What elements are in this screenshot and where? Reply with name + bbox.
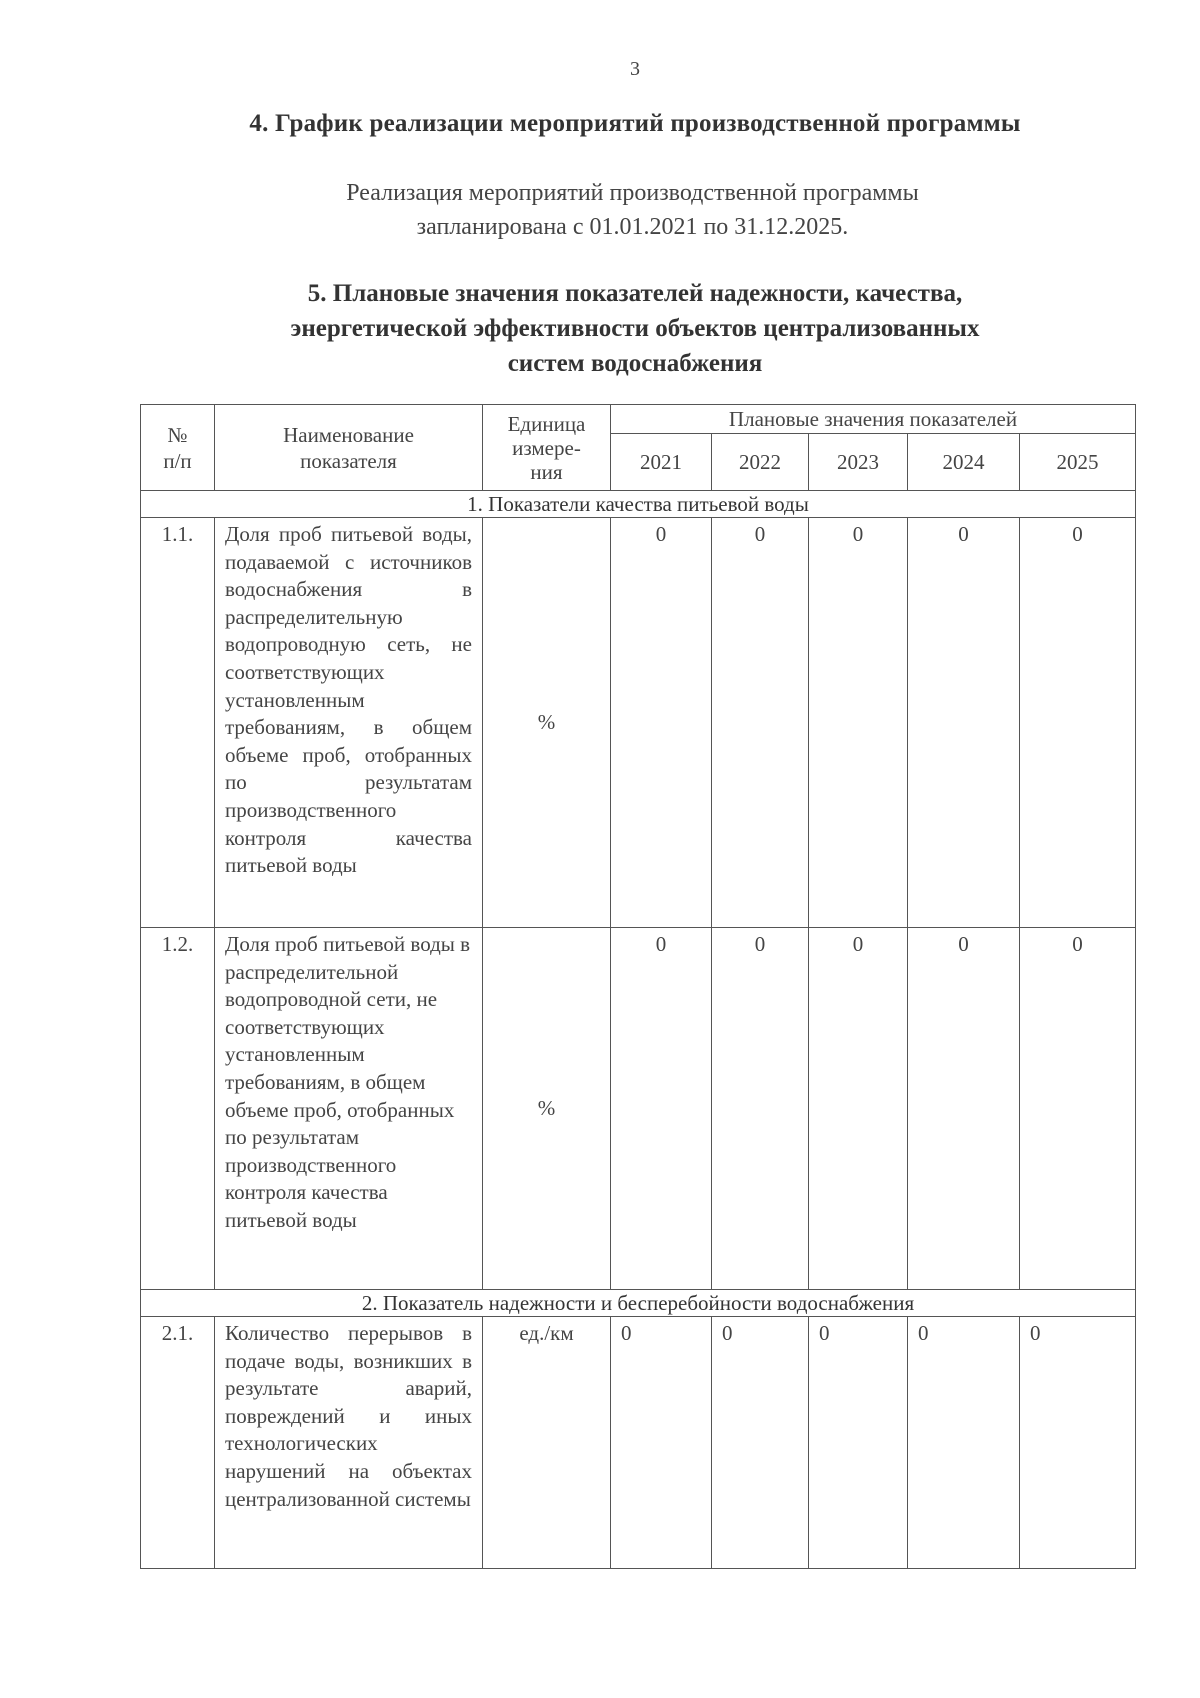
row-num: 2.1. — [141, 1317, 215, 1569]
header-year-2025: 2025 — [1020, 434, 1136, 491]
section-4-text — [0, 176, 1200, 244]
table-row — [141, 518, 1136, 928]
section-4-title: 4. График реализации мероприятий производственной программы — [249, 110, 1021, 137]
header-name-line-2: показателя — [300, 448, 397, 473]
header-num-line-1: № — [167, 422, 188, 447]
header-year-2021: 2021 — [611, 434, 712, 491]
row-value-2025: 0 — [1020, 1317, 1136, 1569]
header-unit-line-2: измере- — [512, 435, 581, 460]
group-2-title: 2. Показатель надежности и бесперебойности водоснабжения — [141, 1290, 1136, 1317]
row-name: Доля проб питьевой воды, подаваемой с источников водоснабжения в распределительную водопроводную сеть, не соответствующих установленным требованиям, в общем объеме проб, отобранных по результатам производственного контроля качества питьевой воды — [215, 518, 483, 928]
group-title-row — [141, 491, 1136, 518]
header-year-2022: 2022 — [712, 434, 809, 491]
row-value-2025: 0 — [1020, 518, 1136, 928]
header-row-1 — [141, 405, 1136, 434]
row-num: 1.1. — [141, 518, 215, 928]
header-name — [215, 405, 483, 491]
group-title-row — [141, 1290, 1136, 1317]
row-value-2021: 0 — [611, 928, 712, 1290]
row-value-2023: 0 — [809, 1317, 908, 1569]
row-name: Доля проб питьевой воды в распределительной водопроводной сети, не соответствующих установленным требованиям, в общем объеме проб, отобранных по результатам производственного контроля качества питьевой воды — [215, 928, 483, 1290]
row-value-2025: 0 — [1020, 928, 1136, 1290]
row-num: 1.2. — [141, 928, 215, 1290]
row-value-2024: 0 — [908, 518, 1020, 928]
row-value-2024: 0 — [908, 928, 1020, 1290]
group-1-title: 1. Показатели качества питьевой воды — [141, 491, 1136, 518]
section-5-title-line-2: энергетической эффективности объектов централизованных — [290, 315, 980, 342]
row-unit: ед./км — [483, 1317, 611, 1569]
row-value-2021: 0 — [611, 518, 712, 928]
header-unit-line-3: ния — [530, 459, 563, 484]
header-unit — [483, 405, 611, 491]
row-value-2023: 0 — [809, 518, 908, 928]
row-name: Количество перерывов в подаче воды, возникших в результате аварий, повреждений и иных технологических нарушений на объектах централизованной системы — [215, 1317, 483, 1569]
section-5-title — [0, 276, 1200, 381]
row-value-2022: 0 — [712, 518, 809, 928]
header-num-line-2: п/п — [163, 448, 192, 473]
section-5-title-line-1: 5. Плановые значения показателей надежности, качества, — [307, 280, 963, 307]
header-year-2023: 2023 — [809, 434, 908, 491]
row-value-2021: 0 — [611, 1317, 712, 1569]
section-5-title-line-3: систем водоснабжения — [507, 350, 763, 377]
row-value-2023: 0 — [809, 928, 908, 1290]
page-number: 3 — [630, 58, 640, 80]
row-value-2024: 0 — [908, 1317, 1020, 1569]
header-unit-line-1: Единица — [507, 411, 586, 436]
indicators-table — [140, 404, 1136, 1569]
header-plan: Плановые значения показателей — [611, 405, 1136, 434]
row-unit: % — [483, 518, 611, 928]
row-value-2022: 0 — [712, 1317, 809, 1569]
header-num — [141, 405, 215, 491]
section-4-text-line-2: запланирована с 01.01.2021 по 31.12.2025. — [416, 214, 849, 240]
header-year-2024: 2024 — [908, 434, 1020, 491]
header-name-line-1: Наименование — [283, 422, 414, 447]
table-row — [141, 928, 1136, 1290]
table-row — [141, 1317, 1136, 1569]
row-value-2022: 0 — [712, 928, 809, 1290]
row-unit: % — [483, 928, 611, 1290]
section-4-text-line-1: Реализация мероприятий производственной программы — [346, 180, 919, 206]
